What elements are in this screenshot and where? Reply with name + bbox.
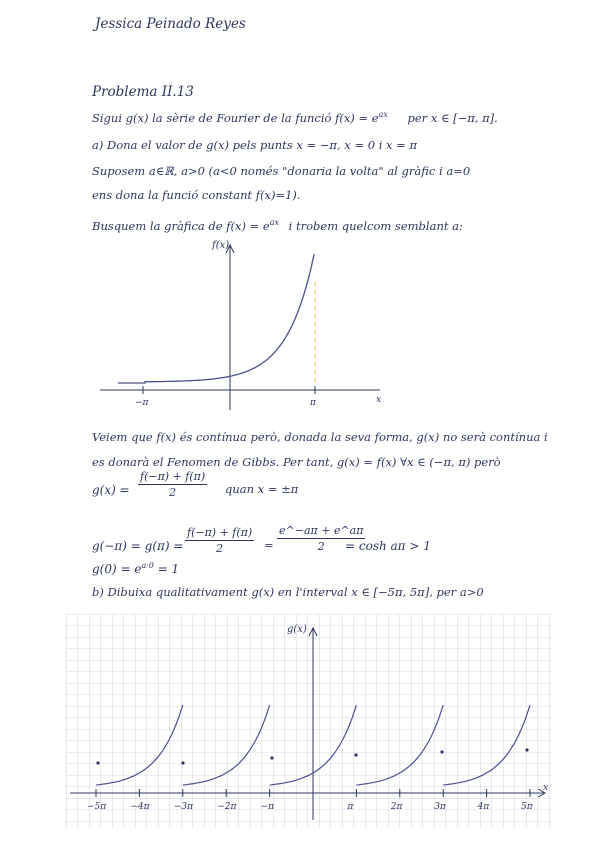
eq-lhs: g(−π) = g(π) =	[92, 539, 184, 553]
graph1-tick-label-pi: π	[310, 398, 316, 408]
graph2-tick-label: 5π	[521, 802, 533, 812]
part-b-text: b) Dibuixa qualitativament g(x) en l'interval x ∈ [−5π, 5π], per a>0	[92, 585, 484, 599]
graph2-tick-label: −4π	[130, 802, 150, 812]
g-zero-text: g(0) = e	[92, 562, 142, 576]
eq-fraction-2-numerator: e^−aπ + e^aπ	[279, 524, 364, 537]
graph2-tick-label: −2π	[217, 802, 237, 812]
gx-lhs: g(x) =	[92, 483, 130, 497]
graph1-xlabel: x	[376, 395, 382, 405]
graph2-ylabel: g(x)	[287, 624, 307, 635]
assumption-line-2: ens dona la funció constant f(x)=1).	[92, 188, 301, 202]
author-name: Jessica Peinado Reyes	[95, 16, 246, 32]
statement-tail: per x ∈ [−π, π].	[407, 110, 498, 125]
graph2-tick-label: 3π	[434, 802, 446, 812]
eq-fraction-2-denominator: 2	[317, 540, 325, 553]
assumption-line-1: Suposem a∈ℝ, a>0 (a<0 només "donaria la volta" al gràfic i a=0	[92, 164, 471, 178]
graph2-tick-label: −π	[260, 802, 275, 812]
jump-midpoint-dot	[440, 750, 443, 753]
eq-rhs: = cosh aπ > 1	[345, 539, 431, 553]
graph2-xlabel: x	[543, 783, 549, 793]
graph-intro-text: Busquem la gràfica de f(x) = e	[92, 218, 270, 233]
graph-intro-exponent: ax	[269, 218, 279, 227]
g-zero-tail: = 1	[153, 562, 180, 576]
graph1-ylabel: f(x)	[212, 240, 230, 251]
eq-equals: =	[264, 538, 274, 552]
problem-title: Problema II.13	[92, 84, 194, 100]
graph2-tick-label: π	[347, 802, 354, 812]
continuity-text-2: es donarà el Fenomen de Gibbs. Per tant, g(x) = f(x) ∀x ∈ (−π, π) però	[92, 455, 501, 469]
graph2-tick-label: 4π	[477, 802, 490, 812]
eq-fraction-1-numerator: f(−π) + f(π)	[187, 526, 253, 539]
jump-midpoint-dot	[354, 753, 357, 756]
eq-fraction-1-denominator: 2	[216, 542, 224, 555]
gx-condition: quan x = ±π	[225, 482, 299, 496]
gx-fraction-numerator: f(−π) + f(π)	[140, 470, 206, 483]
gx-fraction-denominator: 2	[169, 486, 177, 499]
graph2-tick-label: −3π	[173, 802, 193, 812]
graph-intro-tail: i trobem quelcom semblant a:	[288, 218, 463, 233]
continuity-text-1: Veiem que f(x) és contínua però, donada la seva forma, g(x) no serà contínua i	[92, 430, 548, 444]
graph2-grid	[66, 614, 551, 828]
statement-exponent: ax	[378, 110, 388, 119]
graph1-tick-label-neg-pi: −π	[135, 398, 149, 408]
jump-midpoint-dot	[96, 761, 99, 764]
statement-text: Sigui g(x) la sèrie de Fourier de la funció f(x) = e	[92, 110, 379, 125]
graph2-tick-label: −5π	[87, 802, 107, 812]
graph2-tick-label: 2π	[390, 802, 403, 812]
jump-midpoint-dot	[181, 761, 184, 764]
jump-midpoint-dot	[270, 756, 273, 759]
jump-midpoint-dot	[525, 748, 528, 751]
part-a-text: a) Dona el valor de g(x) pels punts x = −π, x = 0 i x = π	[92, 138, 418, 152]
g-zero-exponent: a·0	[141, 561, 154, 570]
